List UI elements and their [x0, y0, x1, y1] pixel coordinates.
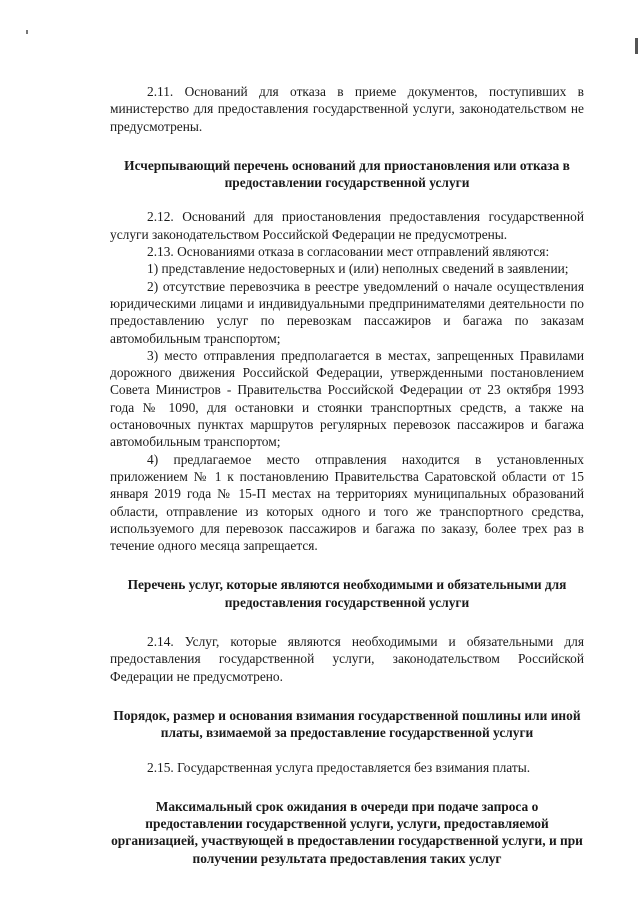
paragraph-2-13: 2.13. Основаниями отказа в согласовании мест отправлений являются:: [147, 244, 550, 260]
heading-required-services: Перечень услуг, которые являются необходимыми и обязательными для предоставления государственной услуги: [127, 577, 567, 610]
heading-suspension-grounds: Исчерпывающий перечень оснований для приостановления или отказа в предоставлении государственной услуги: [124, 157, 570, 191]
reason-item-1: 1) представление недостоверных и (или) неполных сведений в заявлении;: [147, 261, 569, 277]
scan-speck: [26, 30, 28, 34]
reason-item-3: 3) место отправления предполагается в местах, запрещенных Правилами дорожного движения Российской Федерации, утвержденными постановлением Совета Министров - Правительства Российской Федерации от 23 октября 1993 года № 1090, для остановки и стоянки транспортных средств, а также на остановочных пунктах маршрутов регулярных перевозок пассажиров и багажа автомобильным транспортом;: [110, 347, 584, 450]
heading-max-wait-time: Максимальный срок ожидания в очереди при подаче запроса о предоставлении государственной услуги, услуги, предоставляемой организацией, участвующей в предоставлении государственной услуги, и при получении результата предоставления таких услуг: [111, 798, 583, 866]
reason-item-4: 4) предлагаемое место отправления находится в установленных приложением № 1 к постановлению Правительства Саратовской области от 15 января 2019 года № 15-П местах на территориях муниципальных образований области, отправление из которых одного и того же транспортного средства, используемого для перевозок пассажиров и багажа по заказу, более трех раз в течение одного месяца запрещается.: [110, 451, 584, 554]
paragraph-2-12: 2.12. Оснований для приостановления предоставления государственной услуги законодательством Российской Федерации не предусмотрены.: [110, 209, 584, 242]
paragraph-2-14: 2.14. Услуг, которые являются необходимыми и обязательными для предоставления государственной услуги, законодательством Российской Федерации не предусмотрено.: [110, 634, 584, 684]
document-body: [110, 83, 584, 867]
heading-fee-procedure: Порядок, размер и основания взимания государственной пошлины или иной платы, взимаемой за предоставление государственной услуги: [113, 707, 581, 741]
paragraph-2-11: 2.11. Оснований для отказа в приеме документов, поступивших в министерство для предоставления государственной услуги, законодательством не предусмотрены.: [110, 84, 584, 134]
scan-edge-mark: [635, 38, 638, 54]
paragraph-2-15: 2.15. Государственная услуга предоставляется без взимания платы.: [147, 759, 531, 775]
reason-item-2: 2) отсутствие перевозчика в реестре уведомлений о начале осуществления юридическими лицами и индивидуальными предпринимателями деятельности по предоставлению услуг по перевозкам пассажиров и багажа по заказам автомобильным транспортом;: [110, 278, 584, 346]
